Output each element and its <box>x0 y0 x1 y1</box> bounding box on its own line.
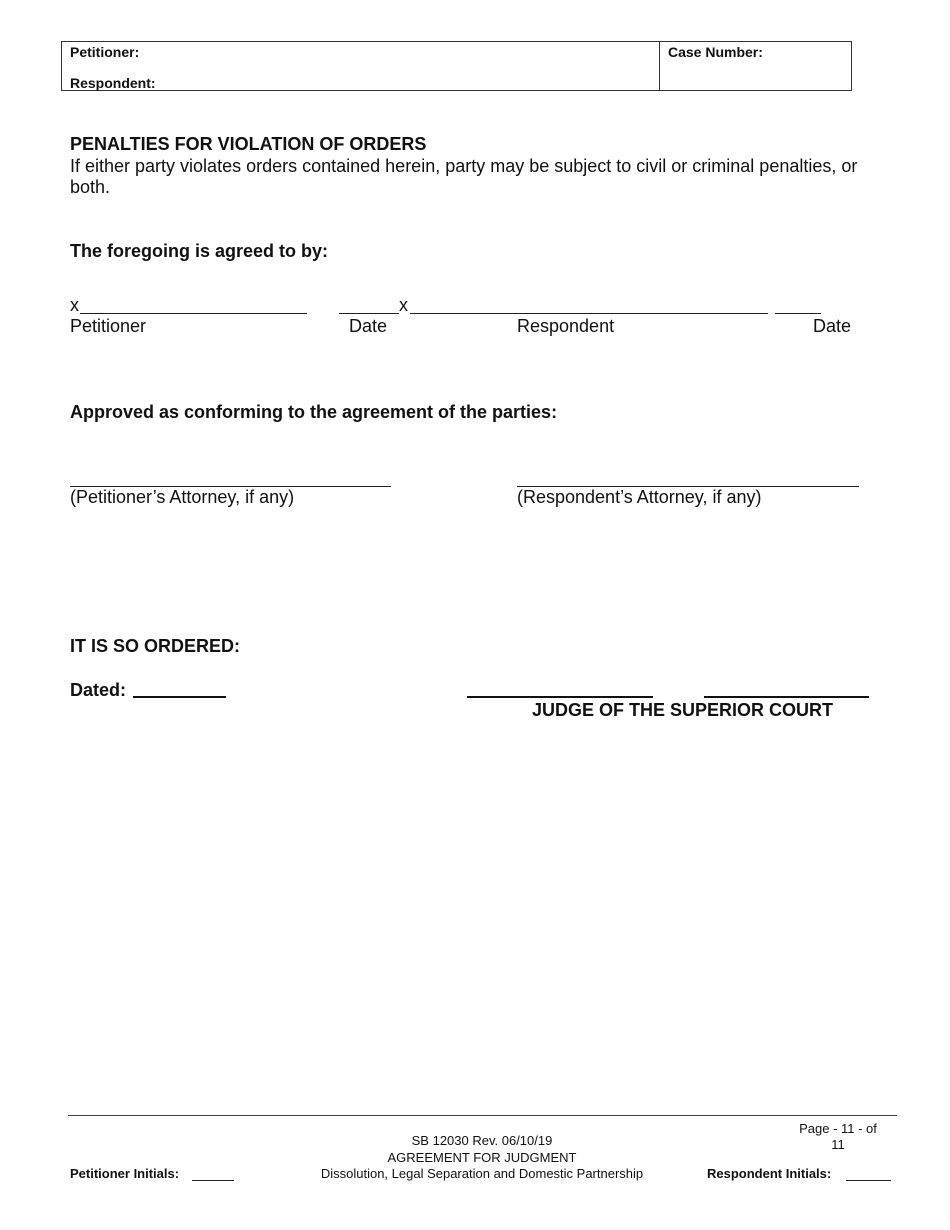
petitioner-x-mark: x <box>70 295 79 315</box>
respondent-x-mark: x <box>399 295 408 315</box>
respondent-attorney-label: (Respondent’s Attorney, if any) <box>517 487 762 507</box>
petitioner-initials-line[interactable] <box>192 1180 234 1181</box>
order-heading: IT IS SO ORDERED: <box>70 636 241 656</box>
petitioner-attorney-label: (Petitioner’s Attorney, if any) <box>70 487 295 507</box>
header-divider <box>659 42 660 90</box>
form-subtitle: Dissolution, Legal Separation and Domestic Partnership <box>320 1166 644 1181</box>
form-title: AGREEMENT FOR JUDGMENT <box>387 1150 577 1165</box>
page-number-line2: 11 <box>831 1137 845 1152</box>
petitioner-signature-line[interactable] <box>80 313 307 314</box>
penalties-title: PENALTIES FOR VIOLATION OF ORDERS <box>70 134 427 154</box>
dated-line[interactable] <box>133 696 226 698</box>
case-number-label: Case Number: <box>668 44 763 60</box>
footer-rule <box>68 1115 897 1116</box>
judge-signature-line-right[interactable] <box>704 696 869 698</box>
judge-label: JUDGE OF THE SUPERIOR COURT <box>532 700 834 720</box>
petitioner-date-line[interactable] <box>339 313 399 314</box>
page-number-line1: Page - 11 - of <box>799 1121 877 1136</box>
case-header-box <box>61 41 852 91</box>
respondent-signature-line[interactable] <box>410 313 768 314</box>
petitioner-signature-label: Petitioner <box>70 316 147 336</box>
respondent-date-line[interactable] <box>775 313 821 314</box>
petitioner-header-label: Petitioner: <box>70 44 140 60</box>
respondent-initials-line[interactable] <box>846 1180 891 1181</box>
judge-signature-line-left[interactable] <box>467 696 653 698</box>
form-number: SB 12030 Rev. 06/10/19 <box>411 1133 553 1148</box>
petitioner-initials-label: Petitioner Initials: <box>70 1166 180 1181</box>
approval-heading: Approved as conforming to the agreement of the parties: <box>70 402 558 422</box>
respondent-initials-label: Respondent Initials: <box>707 1166 832 1181</box>
respondent-date-label: Date <box>813 316 852 336</box>
respondent-signature-label: Respondent <box>517 316 615 336</box>
respondent-header-label: Respondent: <box>70 75 156 91</box>
dated-label: Dated: <box>70 680 127 700</box>
agreement-heading: The foregoing is agreed to by: <box>70 241 329 261</box>
petitioner-date-label: Date <box>349 316 388 336</box>
penalties-text: If either party violates orders contained herein, party may be subject to civil or criminal penalties, or both. <box>70 156 858 197</box>
